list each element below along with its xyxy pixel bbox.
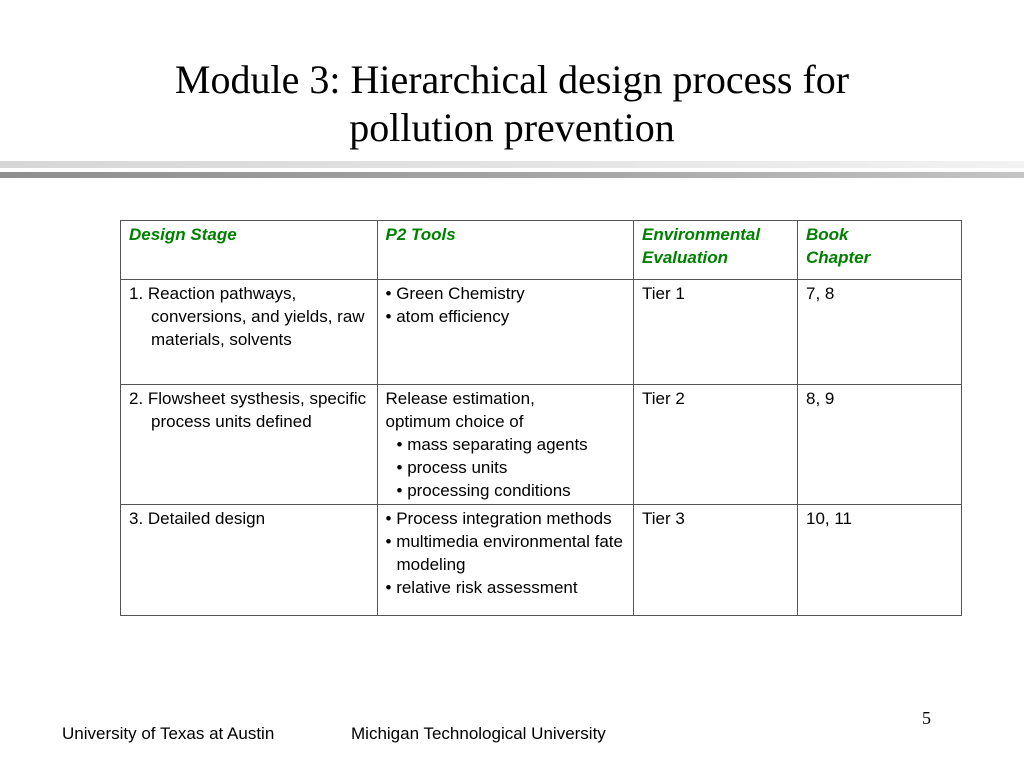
environmental-evaluation-cell	[634, 280, 798, 385]
design-stage-text: 2. Flowsheet systhesis, specific process units defined	[129, 389, 367, 431]
header-p2-tools-label: P2 Tools	[385, 225, 456, 244]
header-env-eval-line-2: Evaluation	[642, 248, 728, 267]
header-book-chapter	[798, 221, 962, 280]
table-header-row	[121, 221, 962, 280]
slide-title-line-1: Module 3: Hierarchical design process for	[174, 57, 850, 102]
p2-tools-cell	[377, 385, 634, 505]
slide-title	[0, 56, 1024, 152]
p2-tool-item: • processing conditions	[396, 481, 571, 500]
footer-university-left: University of Texas at Austin	[62, 724, 275, 743]
page-number: 5	[922, 708, 931, 728]
header-book-line-2: Chapter	[806, 248, 871, 267]
table-row	[121, 280, 962, 385]
header-environmental-evaluation	[634, 221, 798, 280]
p2-tools-cell	[377, 505, 634, 616]
header-design-stage	[121, 221, 378, 280]
design-stage-cell	[121, 505, 378, 616]
table-row	[121, 385, 962, 505]
design-stage-text: 3. Detailed design	[129, 509, 266, 528]
p2-tool-item: • multimedia environmental fate modeling	[385, 532, 623, 574]
p2-tools-cell	[377, 280, 634, 385]
chapter-text: 8, 9	[806, 389, 835, 408]
design-process-table	[120, 220, 962, 616]
p2-tools-intro-line: Release estimation,	[385, 389, 535, 408]
p2-tool-item: • Green Chemistry	[385, 284, 525, 303]
p2-tool-item: • relative risk assessment	[385, 578, 578, 597]
p2-tool-item: • Process integration methods	[385, 509, 612, 528]
tier-text: Tier 1	[642, 284, 685, 303]
footer-university-right: Michigan Technological University	[351, 724, 606, 743]
environmental-evaluation-cell	[634, 385, 798, 505]
table-row	[121, 505, 962, 616]
book-chapter-cell	[798, 385, 962, 505]
title-divider-light	[0, 161, 1024, 168]
p2-tool-item: • mass separating agents	[396, 435, 588, 454]
design-stage-cell	[121, 385, 378, 505]
environmental-evaluation-cell	[634, 505, 798, 616]
header-book-line-1: Book	[806, 225, 849, 244]
tier-text: Tier 3	[642, 509, 685, 528]
p2-tools-intro-line: optimum choice of	[385, 412, 524, 431]
design-stage-text: 1. Reaction pathways, conversions, and yields, raw materials, solvents	[129, 284, 365, 349]
tier-text: Tier 2	[642, 389, 685, 408]
slide-title-line-2: pollution prevention	[349, 105, 675, 150]
design-stage-cell	[121, 280, 378, 385]
header-p2-tools	[377, 221, 634, 280]
p2-tool-item: • atom efficiency	[385, 307, 510, 326]
book-chapter-cell	[798, 280, 962, 385]
p2-tool-item: • process units	[396, 458, 508, 477]
chapter-text: 10, 11	[806, 509, 853, 528]
header-design-stage-label: Design Stage	[129, 225, 237, 244]
header-env-eval-line-1: Environmental	[642, 225, 761, 244]
chapter-text: 7, 8	[806, 284, 835, 303]
title-divider-dark	[0, 172, 1024, 178]
book-chapter-cell	[798, 505, 962, 616]
